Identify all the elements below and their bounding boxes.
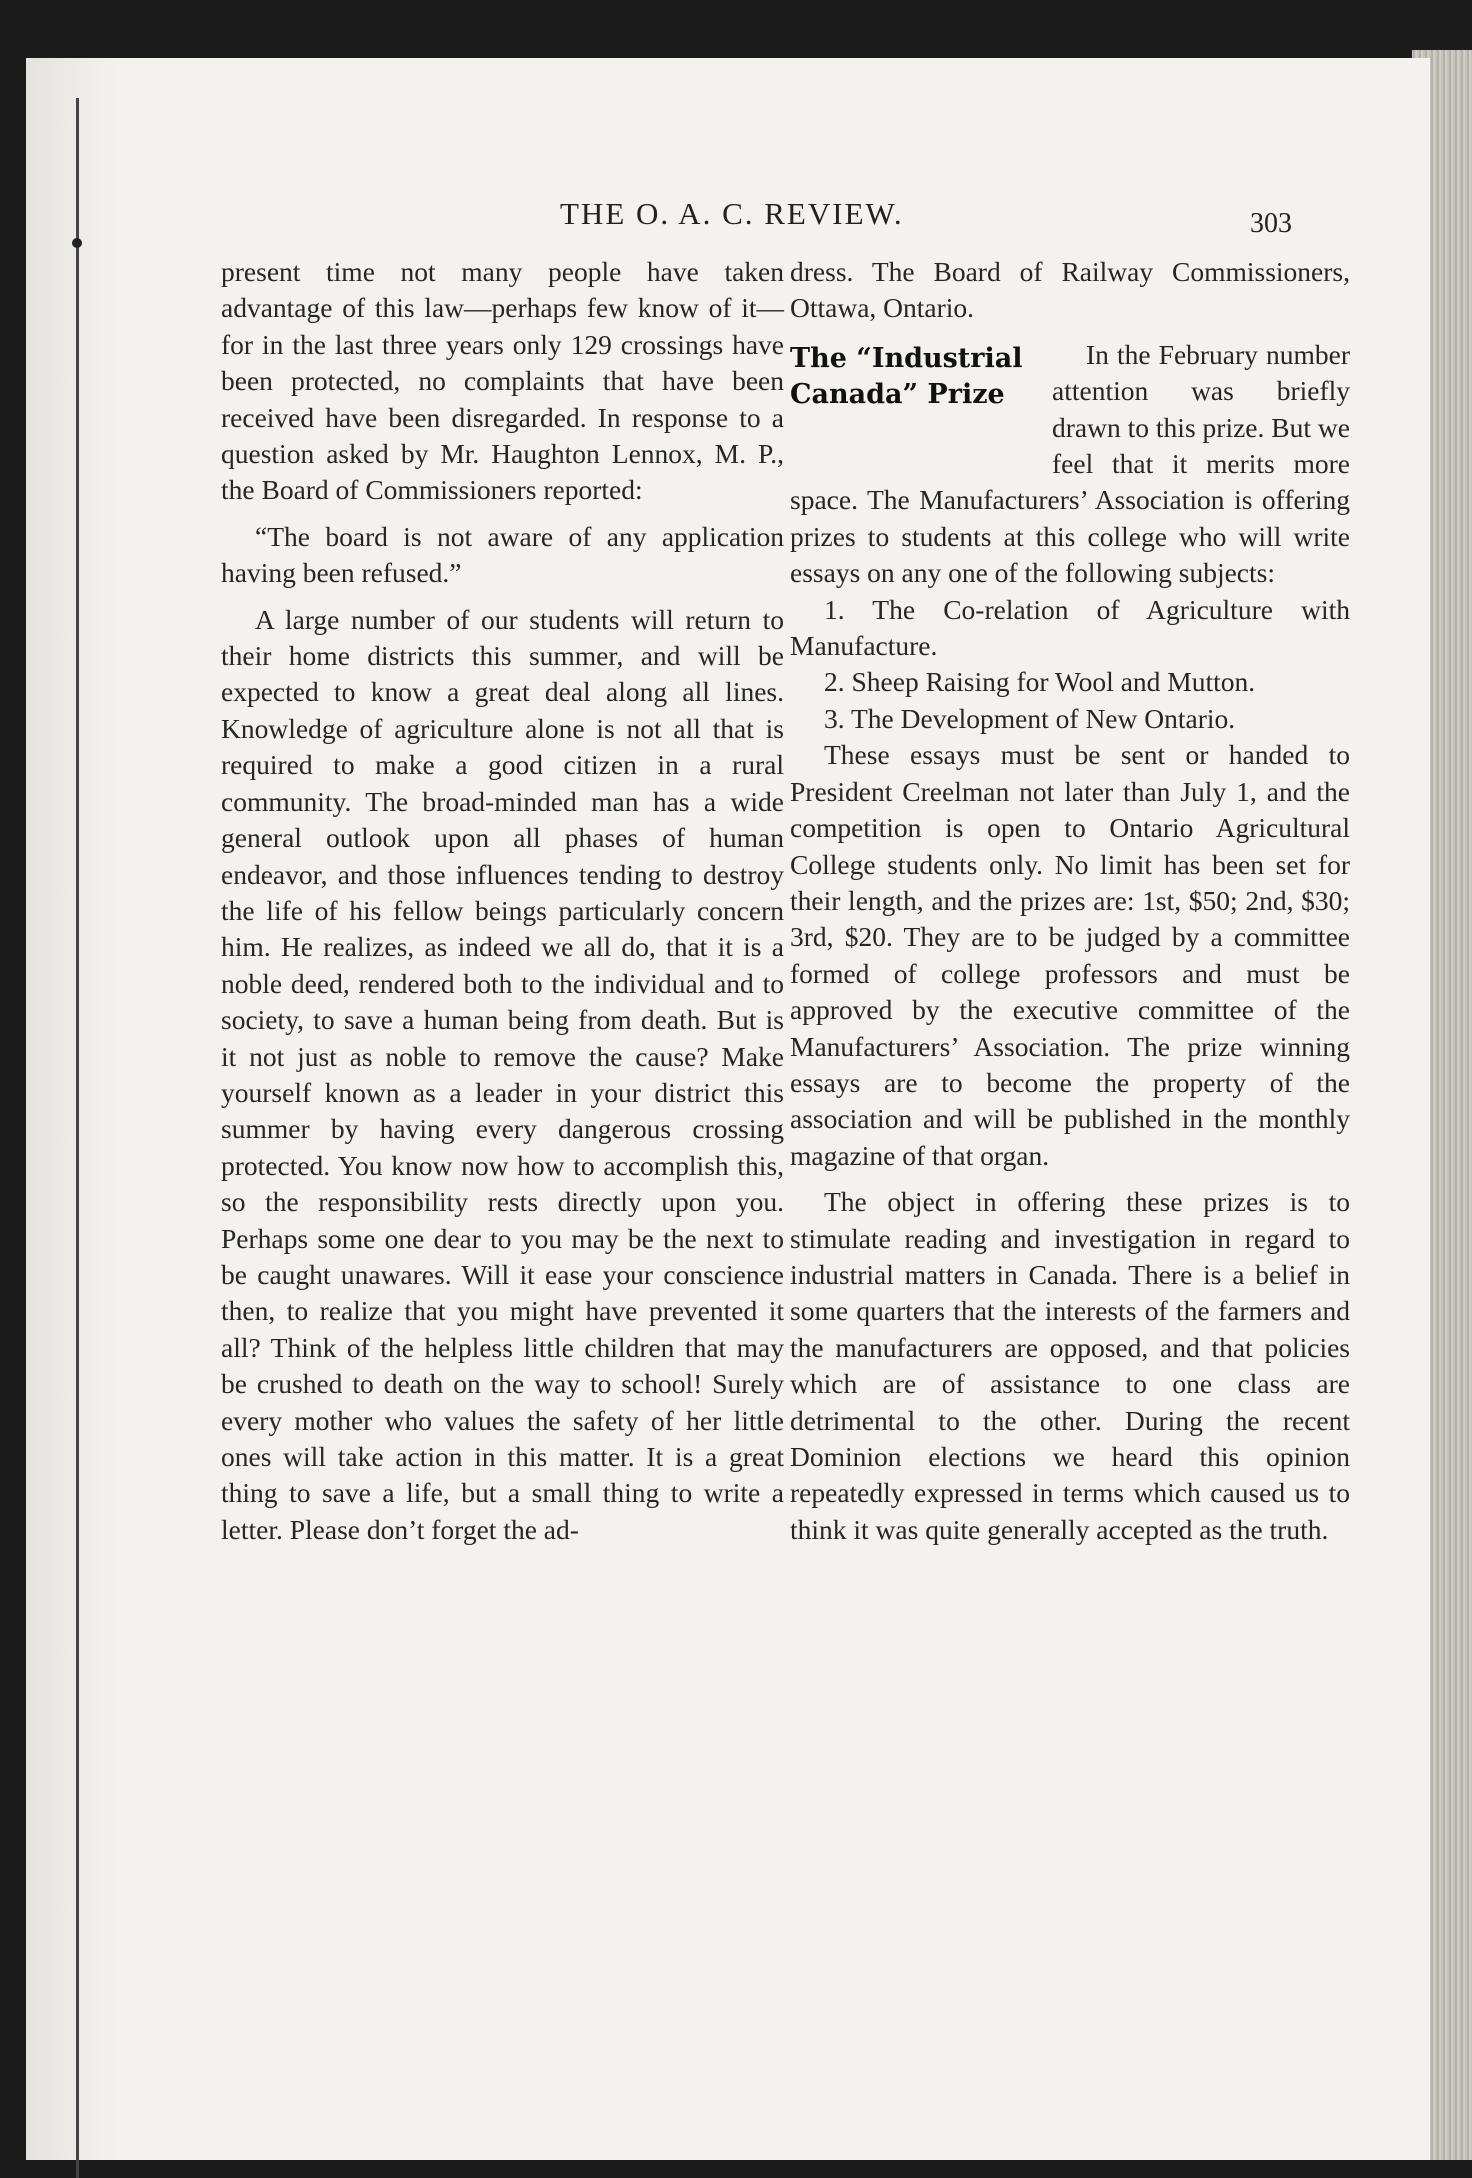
side-heading-line-1: The “Industrial xyxy=(790,342,1023,374)
side-heading xyxy=(790,341,1042,453)
subject-item-2: 2. Sheep Raising for Wool and Mutton. xyxy=(824,666,1256,698)
right-column xyxy=(790,254,1350,1548)
right-paragraph-1: dress. The Board of Railway Commissioners, Ottawa, Ontario. xyxy=(790,256,1350,324)
left-paragraph-3: A large number of our students will return to their home districts this summer, and will be expected to know a great deal along all lines. Knowledge of agriculture alone is not all that is required to make a good citizen in a rural community. The broad-minded man has a wide general outlook upon all phases of human endeavor, and those influences tending to destroy the life of his fellow beings particularly concern him. He realizes, as indeed we all do, that it is a noble deed, rendered both to the individual and to society, to save a human being from death. But is it not just as noble to remove the cause? Make yourself known as a leader in your district this summer by having every dangerous crossing protected. You know now how to accomplish this, so the responsibility rests directly upon you. Perhaps some one dear to you may be the next to be caught unawares. Will it ease your conscience then, to realize that you might have prevented it all? Think of the helpless little children that may be crushed to death on the way to school! Surely every mother who values the safety of her little ones will take action in this matter. It is a great thing to save a life, but a small thing to write a letter. Please don’t forget the ad- xyxy=(221,603,784,1545)
board-quote: “The board is not aware of any application having been refused.” xyxy=(221,520,784,589)
binding-line xyxy=(76,98,79,2178)
right-paragraph-3: These essays must be sent or handed to President Creelman not later than July 1, and the competition is open to Ontario Agricultural College students only. No limit has been set for their length, and the prizes are: 1st, $50; 2nd, $30; 3rd, $20. They are to be judged by a committee formed of college professors and must be approved by the executive committee of the Manufacturers’ Association. The prize winning essays are to become the property of the association and will be published in the monthly magazine of that organ. xyxy=(790,739,1350,1171)
binding-shadow xyxy=(26,58,121,2160)
subject-item-1: 1. The Co-relation of Agriculture with Manufacture. xyxy=(790,593,1350,662)
subject-item-3: 3. The Development of New Ontario. xyxy=(824,702,1236,734)
left-column xyxy=(221,254,784,1548)
page-number: 303 xyxy=(1250,208,1292,239)
right-paragraph-2: In the February number attention was briefly drawn to this prize. But we feel that it merits more space. The Manufacturers’ Association is offering prizes to students at this college who will write essays on any one of the following subjects: xyxy=(790,338,1350,589)
side-heading-line-2: Canada” Prize xyxy=(790,378,1005,410)
left-paragraph-1: present time not many people have taken advantage of this law—perhaps few know of it—for in the last three years only 129 crossings have been protected, no complaints that have been received have been disregarded. In response to a question asked by Mr. Haughton Lennox, M. P., the Board of Commissioners reported: xyxy=(221,256,784,506)
binding-mark xyxy=(72,238,82,248)
running-header: THE O. A. C. REVIEW. xyxy=(560,196,904,231)
right-paragraph-4: The object in offering these prizes is to stimulate reading and investigation in regard to industrial matters in Canada. There is a belief in some quarters that the interests of the farmers and the manufacturers are opposed, and that policies which are of assistance to one class are detrimental to the other. During the recent Dominion elections we heard this opinion repeatedly expressed in terms which caused us to think it was quite generally accepted as the truth. xyxy=(790,1186,1350,1545)
